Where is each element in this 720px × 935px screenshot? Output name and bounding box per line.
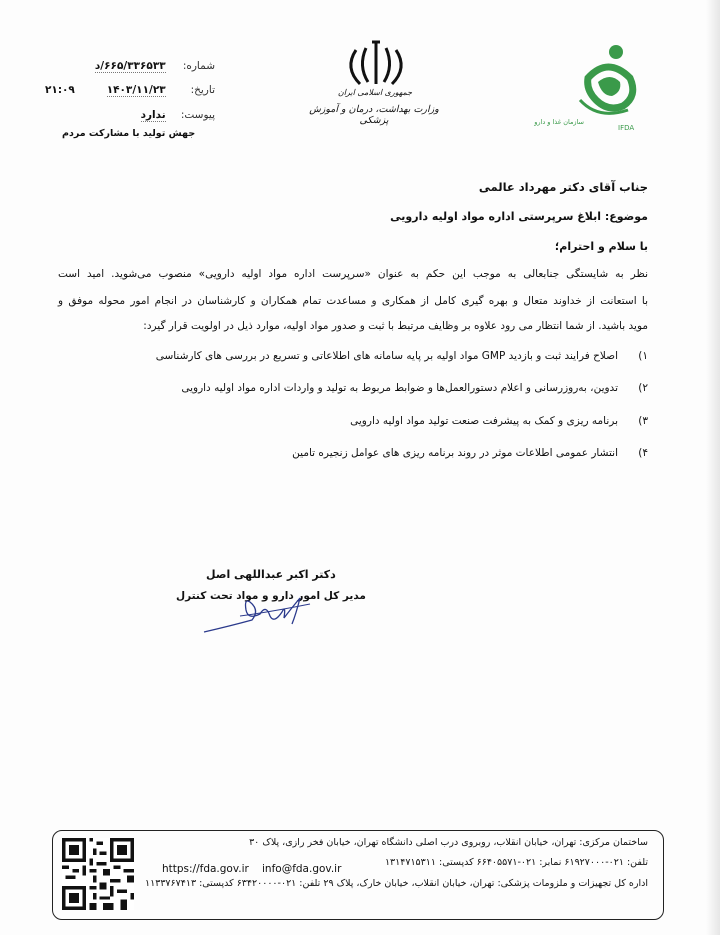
fda-logo-icon <box>534 38 648 133</box>
footer-email-link[interactable]: info@fda.gov.ir <box>262 863 342 875</box>
attachment-label: پیوست: <box>180 109 215 121</box>
motto: جهش تولید با مشارکت مردم <box>62 128 196 139</box>
subject: موضوع: ابلاغ سرپرستی اداره مواد اولیه دارویی <box>390 210 648 223</box>
footer-department-line: اداره کل تجهیزات و ملزومات پزشکی: تهران، خیابان انقلاب، خیابان خارک، پلاک ۲۹ تلفن: ۰۲۱-۶۳۴۲۰۰۰۰ کدپستی: ۱۱۳۳۷۶۷۴۱۳ <box>145 878 648 889</box>
footer-website-link[interactable]: https://fda.gov.ir <box>162 863 249 875</box>
letter-attachment <box>45 109 215 122</box>
footer-phone-line: تلفن: ۰۲۱-۶۱۹۲۷۰۰۰ نمابر: ۰۲۱-۶۶۴۰۵۵۷۱ کدپستی: ۱۳۱۴۷۱۵۳۱۱ <box>384 857 648 868</box>
list-item <box>292 447 648 459</box>
list-item-number: ۳) <box>638 415 648 427</box>
attachment-value: ندارد <box>140 109 166 121</box>
national-emblem-icon <box>336 38 416 88</box>
list-item-text: انتشار عمومی اطلاعات موثر در روند برنامه ریزی های عوامل زنجیره تامین <box>292 447 618 459</box>
qr-code-icon <box>62 838 134 910</box>
greeting: با سلام و احترام؛ <box>554 240 648 253</box>
date-value: ۱۴۰۳/۱۱/۲۳ <box>106 84 166 96</box>
list-item-text: تدوین، به‌روزرسانی و اعلام دستورالعمل‌ها و ضوابط مربوط به تولید و واردات اداره مواد اولیه دارویی <box>181 382 618 394</box>
paragraph-line: با استعانت از خداوند متعال و بهره گیری کامل از همکاری و مساعدت تمام همکاران و کارشناسان در انجام امور محوله موفق و <box>58 295 648 307</box>
addressee: جناب آقای دکتر مهرداد عالمی <box>478 180 648 194</box>
page-edge-shadow <box>706 0 720 935</box>
ministry-line1: جمهوری اسلامی ایران <box>337 88 413 97</box>
list-item <box>181 382 648 394</box>
list-item <box>350 415 648 427</box>
footer-address-line: ساختمان مرکزی: تهران، خیابان انقلاب، روبروی درب اصلی دانشگاه تهران، خیابان فخر رازی، پلاک ۳۰ <box>249 837 648 848</box>
letter-number <box>45 60 215 73</box>
paragraph-line: موید باشید. از شما انتظار می رود علاوه بر وظایف مرتبط با ثبت و صدور مواد اولیه، موارد ذیل در اولویت قرار گیرد: <box>143 320 648 332</box>
letter-time: ۲۱:۰۹ <box>45 84 75 96</box>
list-item-number: ۲) <box>638 382 648 394</box>
list-item-text: برنامه ریزی و کمک به پیشرفت صنعت تولید مواد اولیه دارویی <box>350 415 618 427</box>
date-label: تاریخ: <box>190 84 215 96</box>
fda-caption: سازمان غذا و دارو <box>534 118 584 126</box>
handwritten-signature-icon <box>200 590 320 638</box>
list-item <box>156 350 648 362</box>
list-item-number: ۴) <box>638 447 648 459</box>
number-value: ۶۶۵/۳۳۶۵۳۳/د <box>94 60 166 72</box>
ministry-line2: وزارت بهداشت، درمان و آموزش پزشکی <box>309 104 439 126</box>
paragraph-line: نظر به شایستگی جنابعالی به موجب این حکم به عنوان «سرپرست اداره مواد اولیه دارویی» منصوب می‌شوید. امید است <box>58 268 648 280</box>
signer-name: دکتر اکبر عبداللهی اصل <box>206 568 336 581</box>
fda-abbr: IFDA <box>618 124 635 132</box>
letter-date <box>85 84 215 97</box>
list-item-number: ۱) <box>638 350 648 362</box>
list-item-text: اصلاح فرایند ثبت و بازدید GMP مواد اولیه بر پایه سامانه های اطلاعاتی و تسریع در بررسی های کارشناسی <box>155 350 618 362</box>
signer-title: مدیر کل امور دارو و مواد تحت کنترل <box>176 590 366 602</box>
number-label: شماره: <box>182 60 215 72</box>
